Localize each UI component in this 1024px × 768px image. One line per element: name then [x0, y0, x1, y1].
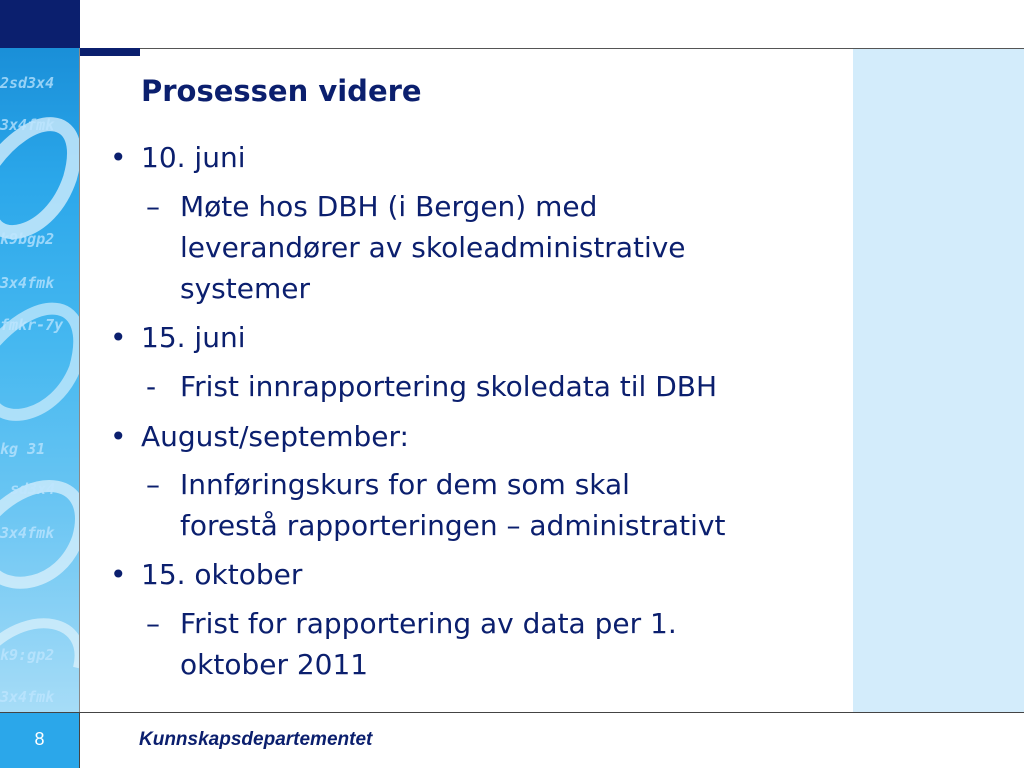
footer-rule: [0, 712, 1024, 713]
strip-text-1: 2sd3x4: [0, 74, 55, 92]
sub-marker: –: [146, 607, 160, 640]
strip-text-2: 3x4fmk: [0, 116, 55, 134]
strip-text-3: k9bgp2: [0, 230, 55, 248]
bullet-marker: •: [110, 141, 127, 174]
sub-line: Møte hos DBH (i Bergen) med: [180, 190, 598, 223]
bullet-marker: •: [110, 420, 127, 453]
sub-marker: –: [146, 190, 160, 223]
bullet-marker: •: [110, 558, 127, 591]
sub-line: Frist innrapportering skoledata til DBH: [180, 370, 718, 403]
strip-text-4: 3x4fmk: [0, 274, 55, 292]
sub-line: Frist for rapportering av data per 1.: [180, 607, 677, 640]
bullet-text: 10. juni: [141, 141, 246, 174]
footer-divider: [79, 713, 80, 768]
sub-line: systemer: [180, 272, 310, 305]
page-number: 8: [0, 713, 79, 768]
sub-line: leverandører av skoleadministrative: [180, 231, 686, 264]
bullet-text: 15. oktober: [141, 558, 303, 591]
sub-line: oktober 2011: [180, 648, 369, 681]
sub-marker: -: [146, 370, 157, 403]
sub-marker: –: [146, 468, 160, 501]
bullet-text: 15. juni: [141, 321, 246, 354]
bullet-text: August/september:: [141, 420, 409, 453]
strip-text-5: fmkr-7y: [0, 316, 64, 334]
strip-text-6: kg 31: [0, 440, 46, 458]
bullet-marker: •: [110, 321, 127, 354]
department-name: Kunnskapsdepartementet: [139, 729, 373, 750]
sub-line: forestå rapporteringen – administrativt: [180, 509, 726, 542]
strip-text-9: k9:gp2: [0, 646, 55, 664]
strip-text-7: sd3x4: [10, 480, 56, 498]
strip-text-8: 3x4fmk: [0, 524, 55, 542]
sub-line: Innføringskurs for dem som skal: [180, 468, 630, 501]
slide-title: Prosessen videre: [141, 74, 422, 108]
strip-text-10: 3x4fmk: [0, 688, 55, 706]
